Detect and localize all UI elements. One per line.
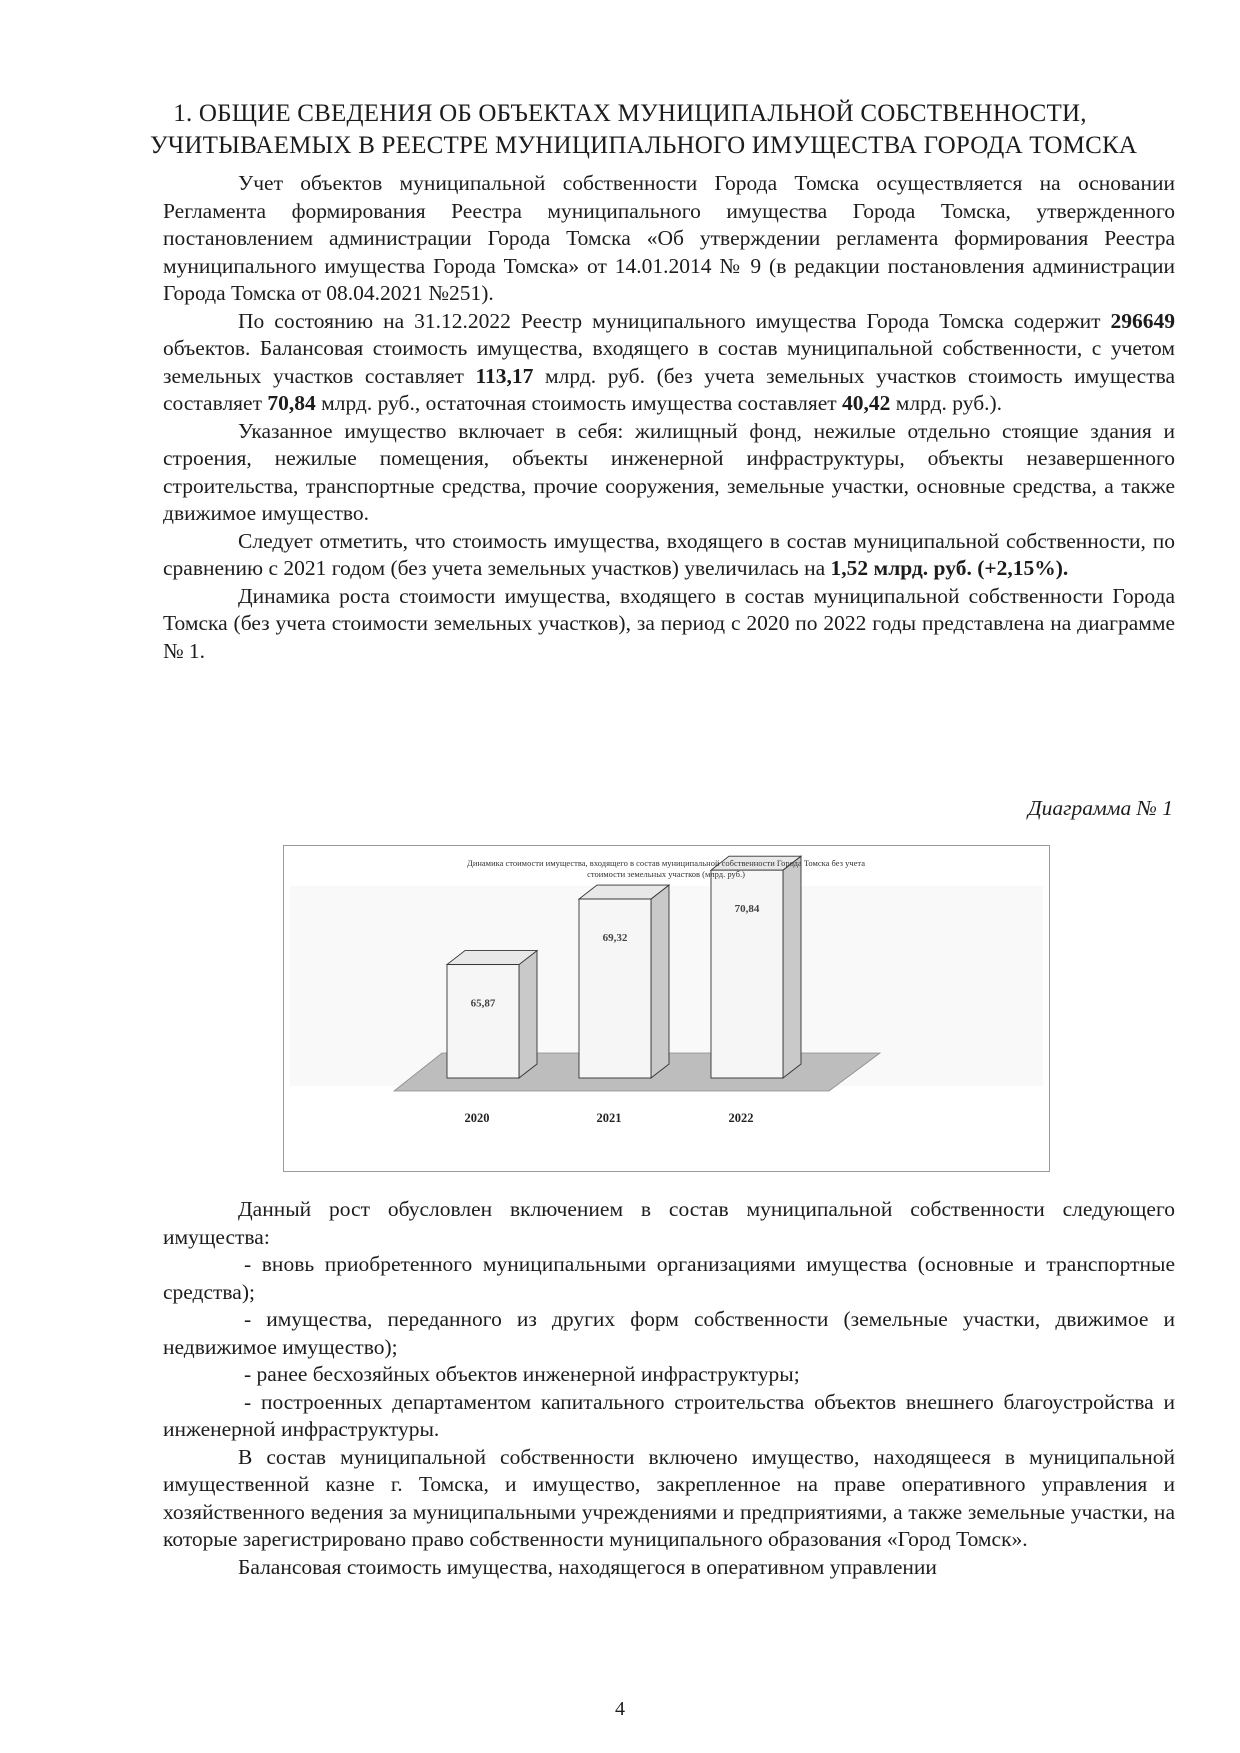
x-tick-label-2020: 2020: [464, 1111, 490, 1125]
balance-value-without-land: 70,84: [267, 391, 316, 415]
list-item: - ранее бесхозяйных объектов инженерной инфраструктуры;: [244, 1362, 800, 1386]
paragraph-registry-totals: [163, 308, 1175, 418]
x-tick-label-2022: 2022: [728, 1111, 754, 1125]
list-item: - построенных департаментом капитального строительства объектов внешнего благоустройства и инженерной инфраструктуры.: [163, 1389, 1175, 1441]
paragraph-growth: [163, 528, 1175, 583]
paragraph-growth-reasons: Данный рост обусловлен включением в состав муниципальной собственности следующего имущества:: [163, 1197, 1175, 1249]
intro-text: [163, 170, 1175, 665]
paragraph-property-types: Указанное имущество включает в себя: жилищный фонд, нежилые отдельно стоящие здания и строения, нежилые помещения, объекты инженерной инфраструктуры, объекты незавершенного строительства, транспортные средства, прочие сооружения, земельные участки, основные средства, а также движимое имущество.: [163, 418, 1175, 525]
text-fragment: млрд. руб. (без учета земельных участков стоимость имущества составляет: [163, 363, 1176, 415]
text-fragment: По состоянию на 31.12.2022 Реестр муниципального имущества Города Томска содержит: [238, 308, 1101, 333]
bar-side-2020: [519, 951, 537, 1078]
bar-side-2022: [783, 856, 801, 1078]
bar-side-2021: [651, 885, 669, 1078]
paragraph-balance-operational: Балансовая стоимость имущества, находящегося в оперативном управлении: [238, 1554, 937, 1579]
page-number: 4: [615, 1698, 625, 1720]
chart-container: [283, 845, 1050, 1172]
heading-line-1: 1. ОБЩИЕ СВЕДЕНИЯ ОБ ОБЪЕКТАХ МУНИЦИПАЛЬНОЙ СОБСТВЕННОСТИ,: [173, 100, 1087, 127]
list-item: - имущества, переданного из других форм собственности (земельные участки, движимое и недвижимое имущество);: [163, 1307, 1175, 1359]
text-fragment: объектов. Балансовая стоимость имущества, входящего в состав муниципальной собственности, с учетом земельных участков составляет: [163, 336, 1175, 388]
text-fragment: Следует отметить, что стоимость имущества, входящего в состав муниципальной собственности, по сравнению с 2021 годом (без учета земельных участков) увеличилась на: [163, 528, 1175, 580]
text-fragment: млрд. руб.).: [895, 391, 1003, 415]
x-tick-label-2021: 2021: [596, 1111, 622, 1125]
bar-2020: [447, 965, 519, 1078]
chart-title-line-1: Динамика стоимости имущества, входящего в состав муниципальной собственности Города Томска без учета: [467, 858, 865, 868]
residual-value: 40,42: [842, 391, 891, 415]
bar-chart: [284, 846, 1049, 1171]
chart-title-line-2: стоимости земельных участков (млрд. руб.): [587, 869, 745, 879]
section-heading: [150, 98, 1138, 162]
paragraph-registry-basis: Учет объектов муниципальной собственности Города Томска осуществляется на основании Регламента формирования Реестра муниципального имущества Города Томска, утвержденного постановлением администрации Города Томска «Об утверждении регламента формирования Реестра муниципального имущества Города Томска» от 14.01.2014 № 9 (в редакции постановления администрации Города Томска от 08.04.2021 №251).: [163, 171, 1175, 305]
list-item: - вновь приобретенного муниципальными организациями имущества (основные и транспортные средства);: [163, 1252, 1175, 1304]
paragraph-composition: В состав муниципальной собственности включено имущество, находящееся в муниципальной имущественной казне г. Томска, и имущество, закрепленное на праве оперативного управления и хозяйственного ведения за муниципальными учреждениями и предприятиями, а также земельные участки, на которые зарегистрировано право собственности муниципального образования «Город Томск».: [163, 1444, 1175, 1551]
text-fragment: млрд. руб., остаточная стоимость имущества составляет: [321, 391, 837, 415]
heading-line-2: УЧИТЫВАЕМЫХ В РЕЕСТРЕ МУНИЦИПАЛЬНОГО ИМУЩЕСТВА ГОРОДА ТОМСКА: [150, 132, 1138, 159]
paragraph-dynamics-intro: Динамика роста стоимости имущества, входящего в состав муниципальной собственности Города Томска (без учета стоимости земельных участков), за период с 2020 по 2022 годы представлена на диаграмме № 1.: [163, 583, 1175, 663]
diagram-caption: Диаграмма № 1: [1027, 796, 1173, 820]
bar-2022: [711, 870, 783, 1078]
data-label-2020: 65,87: [470, 997, 496, 1010]
objects-count: 296649: [1110, 308, 1176, 333]
growth-value: 1,52 млрд. руб. (+2,15%).: [830, 556, 1069, 580]
data-label-2022: 70,84: [734, 903, 760, 916]
data-label-2021: 69,32: [602, 932, 628, 945]
bar-2021: [579, 899, 651, 1078]
growth-reasons-text: [163, 1196, 1175, 1581]
balance-value-with-land: 113,17: [475, 363, 534, 388]
